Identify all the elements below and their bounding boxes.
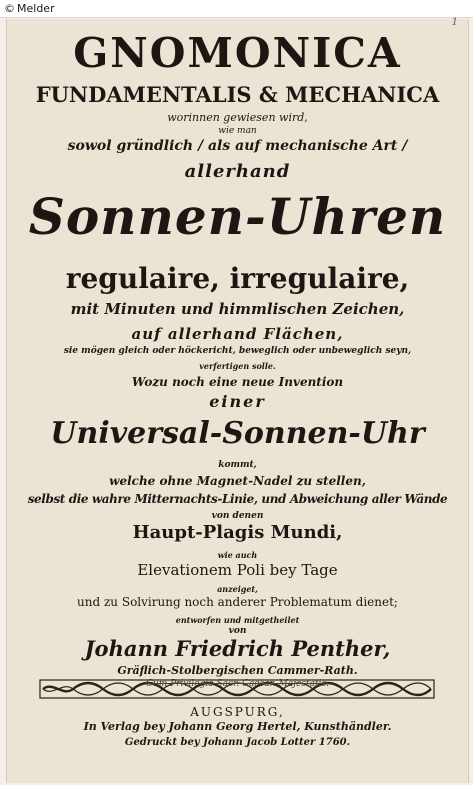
- app-title: Melder: [17, 2, 55, 15]
- document-icon: ©: [4, 2, 15, 15]
- line-hoeckericht: sie mögen gleich oder höckericht, beweglich oder unbeweglich seyn,: [63, 346, 412, 356]
- line-kommt: kommt,: [218, 460, 257, 470]
- title-universal-sonnen-uhr: Universal-Sonnen-Uhr: [50, 416, 425, 451]
- publisher-line: In Verlag bey Johann Georg Hertel, Kunsthändler.: [83, 720, 392, 733]
- line-entworfen: entworfen und mitgetheilet: [175, 615, 300, 625]
- line-verfertigen: verfertigen solle.: [199, 361, 276, 371]
- title-gnomonica: GNOMONICA: [73, 29, 402, 77]
- line-von-denen: von denen: [211, 511, 264, 521]
- line-einer: einer: [209, 392, 266, 411]
- line-regulaire: regulaire, irregulaire,: [65, 262, 410, 295]
- line-flaechen: auf allerhand Flächen,: [131, 325, 344, 343]
- place-augspurg: AUGSPURG,: [190, 705, 285, 719]
- author-name: Johann Friedrich Penther,: [84, 636, 391, 661]
- title-sonnen-uhren: Sonnen-Uhren: [28, 187, 447, 246]
- line-mitternachts-linie: selbst die wahre Mitternachts-Linie, und Abweichung aller Wände: [27, 492, 448, 506]
- line-allerhand: allerhand: [184, 161, 291, 182]
- line-magnet-nadel: welche ohne Magnet-Nadel zu stellen,: [109, 474, 366, 488]
- line-von: von: [228, 626, 247, 636]
- line-worinnen: worinnen gewiesen wird,: [167, 111, 308, 124]
- line-mit-minuten: mit Minuten und himmlischen Zeichen,: [70, 300, 405, 318]
- page-number: 1: [451, 17, 458, 28]
- line-sowol: sowol gründlich / als auf mechanische Art /: [67, 138, 408, 154]
- author-title: Gräflich-Stolbergischen Cammer-Rath.: [117, 664, 358, 677]
- line-anzeiget: anzeiget,: [217, 584, 258, 594]
- line-solvirung: und zu Solvirung noch anderer Problematum dienet;: [77, 595, 398, 609]
- printer-line: Gedruckt bey Johann Jacob Lotter 1760.: [124, 737, 351, 748]
- line-wie-man: wie man: [218, 126, 257, 136]
- privilegio-line: Cum Privilegio Sacr. Caesar. Majestatis.: [146, 679, 329, 689]
- app-title-bar: [0, 0, 473, 18]
- title-page: [6, 19, 469, 783]
- line-wie-auch: wie auch: [217, 550, 258, 560]
- subtitle-fundamentalis: FUNDAMENTALIS & MECHANICA: [35, 82, 440, 107]
- line-wozu: Wozu noch eine neue Invention: [131, 375, 344, 389]
- line-plagis-mundi: Haupt-Plagis Mundi,: [132, 522, 343, 543]
- line-elevationem: Elevationem Poli bey Tage: [137, 561, 338, 579]
